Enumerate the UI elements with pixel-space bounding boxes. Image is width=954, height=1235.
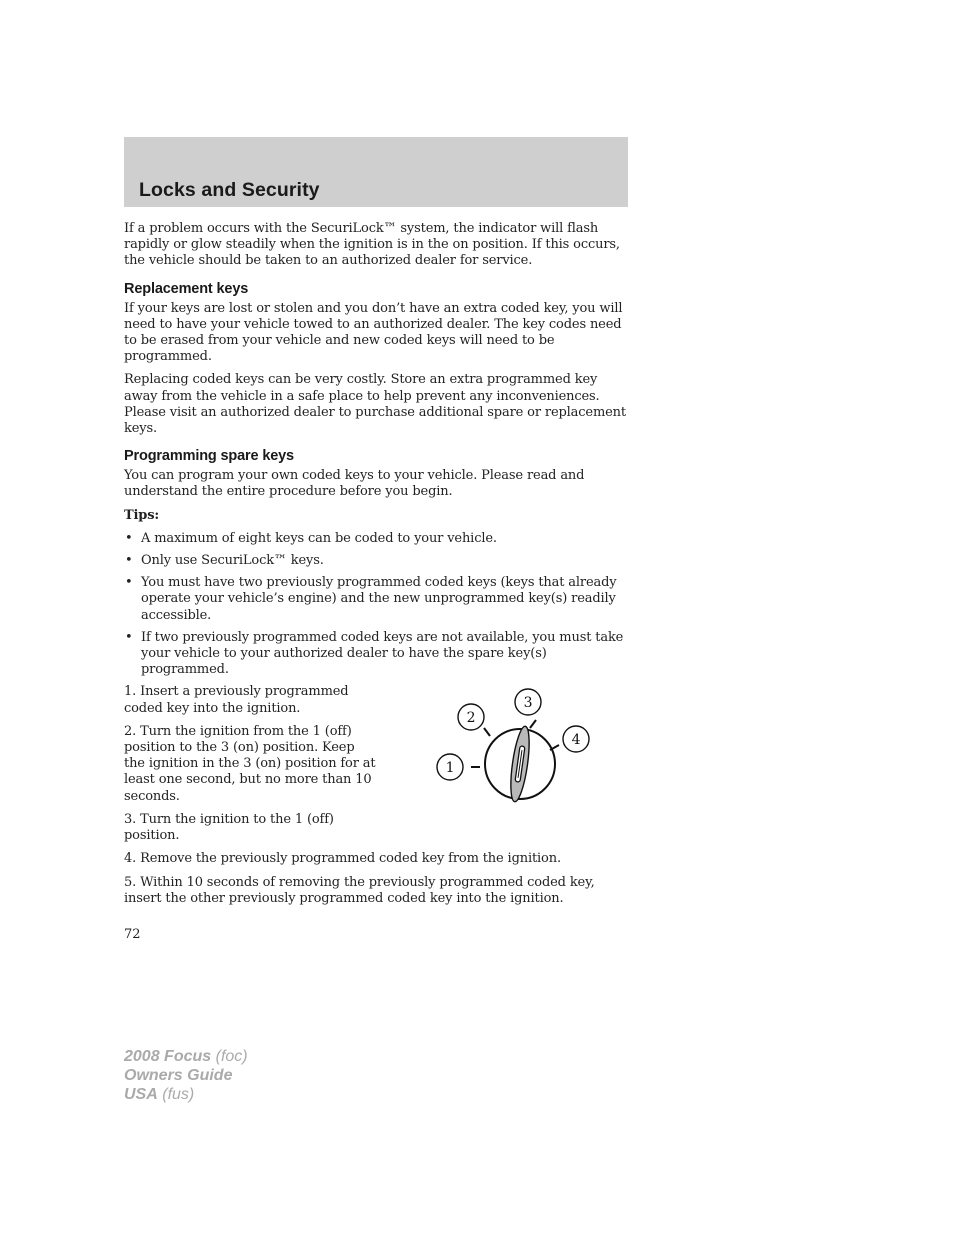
tips-list bbox=[124, 531, 630, 679]
tip-item bbox=[124, 531, 630, 547]
footer-line-1 bbox=[124, 1047, 248, 1066]
tip-item bbox=[124, 575, 630, 624]
tip-item bbox=[124, 553, 630, 569]
tip-text: A maximum of eight keys can be coded to your vehicle. bbox=[141, 530, 497, 546]
position-3-tick bbox=[530, 720, 536, 728]
footer-line-3 bbox=[124, 1085, 248, 1104]
intro-paragraph: If a problem occurs with the SecuriLock™ system, the indicator will flash rapidly or glow steadily when the ignition is in the on position. If this occurs, the vehicle should be taken to an authorized dealer for service. bbox=[124, 221, 620, 269]
document-footer bbox=[124, 1047, 248, 1104]
section-title: Locks and Security bbox=[139, 179, 320, 201]
bullet-icon: • bbox=[125, 575, 133, 591]
page-number: 72 bbox=[124, 927, 141, 942]
step-3: 3. Turn the ignition to the 1 (off) position. bbox=[124, 811, 334, 844]
footer-market-code: (fus) bbox=[162, 1086, 195, 1103]
footer-line-2 bbox=[124, 1066, 248, 1085]
replacement-keys-heading: Replacement keys bbox=[124, 280, 249, 297]
replacement-paragraph-1: If your keys are lost or stolen and you don’t have an extra coded key, you will need to have your vehicle towed to an authorized dealer. The key codes need to be erased from your vehicle and new coded keys will need to be programmed. bbox=[124, 300, 623, 365]
step-5: 5. Within 10 seconds of removing the previously programmed coded key, insert the other previously programmed coded key into the ignition. bbox=[124, 874, 595, 906]
bullet-icon: • bbox=[125, 530, 133, 546]
ignition-diagram bbox=[434, 676, 624, 804]
footer-market: USA bbox=[124, 1086, 158, 1103]
tip-text: If two previously programmed coded keys are not available, you must take your vehicle to your authorized dealer to have the spare key(s) programmed. bbox=[141, 629, 624, 678]
footer-model: 2008 Focus bbox=[124, 1048, 212, 1065]
tip-text: Only use SecuriLock™ keys. bbox=[141, 553, 324, 569]
position-2-label: 2 bbox=[466, 710, 476, 727]
step-1: 1. Insert a previously programmed coded key into the ignition. bbox=[124, 684, 349, 716]
position-4-label: 4 bbox=[571, 732, 581, 749]
bullet-icon: • bbox=[125, 629, 133, 645]
tip-item bbox=[124, 630, 630, 679]
page-content bbox=[124, 221, 630, 914]
step-2: 2. Turn the ignition from the 1 (off) position to the 3 (on) position. Keep the ignition in the 3 (on) position for at least one second, but no more than 10 seconds. bbox=[124, 723, 376, 804]
replacement-paragraph-2: Replacing coded keys can be very costly. Store an extra programmed key away from the vehicle in a safe place to help prevent any inconveniences. Please visit an authorized dealer to purchase additional spare or replacement keys. bbox=[124, 372, 626, 437]
programming-keys-heading: Programming spare keys bbox=[124, 448, 294, 465]
step-4: 4. Remove the previously programmed coded key from the ignition. bbox=[124, 851, 561, 867]
position-1-label: 1 bbox=[445, 760, 455, 777]
section-header bbox=[124, 137, 628, 207]
position-3-label: 3 bbox=[523, 695, 533, 712]
programming-paragraph: You can program your own coded keys to your vehicle. Please read and understand the entire procedure before you begin. bbox=[124, 468, 585, 500]
position-2-tick bbox=[484, 728, 490, 736]
footer-guide: Owners Guide bbox=[124, 1067, 233, 1084]
footer-model-code: (foc) bbox=[215, 1048, 248, 1065]
tip-text: You must have two previously programmed coded keys (keys that already operate your vehicle’s engine) and the new unprogrammed key(s) readily accessible. bbox=[141, 575, 617, 623]
bullet-icon: • bbox=[125, 553, 133, 569]
tips-label: Tips: bbox=[124, 507, 160, 523]
steps-section bbox=[124, 684, 630, 906]
